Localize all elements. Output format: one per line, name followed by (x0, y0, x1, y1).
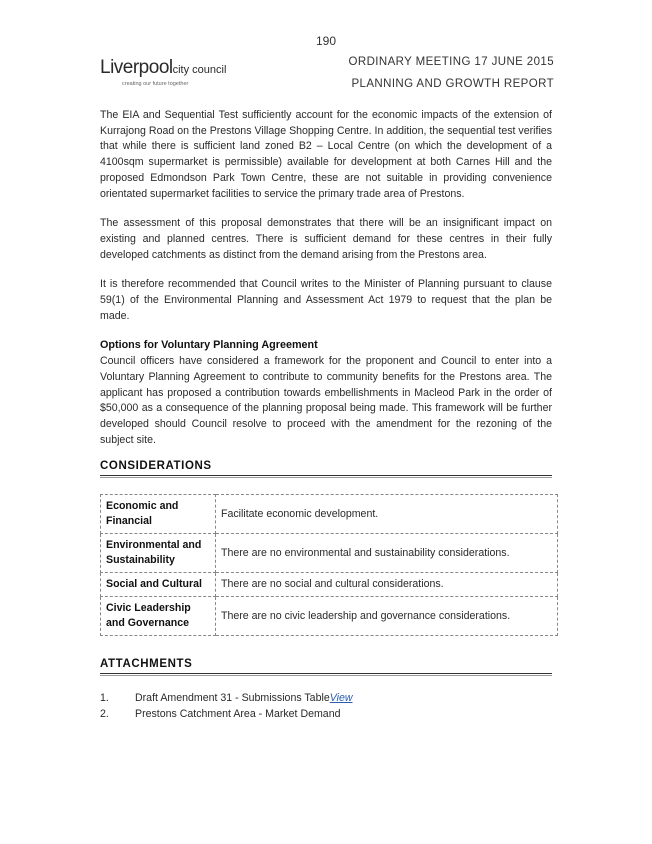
paragraph-eia: The EIA and Sequential Test sufficiently account for the economic impacts of the extension of Kurrajong Road on the Prestons Village Shopping Centre. In addition, the sequential test verifies that while there is sufficient land zoned B2 – Local Centre (on which the development of a 4100sqm supermarket is permissible) available for development at both Carnes Hill and the proposed Edmondson Park Town Centre, these are not suitable in providing convenience orientated supermarket facilities to service the primary trade area of Prestons. (100, 109, 552, 200)
consideration-desc: There are no civic leadership and governance considerations. (216, 597, 558, 636)
considerations-table (100, 494, 558, 636)
considerations-heading: CONSIDERATIONS (100, 460, 552, 476)
vpa-heading: Options for Voluntary Planning Agreement (100, 339, 318, 352)
list-item (100, 690, 552, 706)
consideration-label: Economic and Financial (101, 495, 216, 534)
meeting-title: ORDINARY MEETING 17 JUNE 2015 (348, 56, 554, 68)
logo-sub-text: city council (172, 64, 227, 76)
consideration-label: Social and Cultural (101, 573, 216, 597)
attachment-view-link[interactable]: View (329, 692, 353, 704)
list-item (100, 706, 552, 722)
consideration-desc: There are no social and cultural considerations. (216, 573, 558, 597)
logo-tagline: creating our future together (122, 81, 189, 87)
table-row (101, 597, 558, 636)
logo-wordmark (100, 58, 226, 80)
paragraph-recommendation: It is therefore recommended that Council writes to the Minister of Planning pursuant to clause 59(1) of the Environmental Planning and Assessment Act 1979 to request that the plan be made. (100, 278, 552, 322)
table-row (101, 495, 558, 534)
consideration-desc: There are no environmental and sustainability considerations. (216, 534, 558, 573)
table-row (101, 573, 558, 597)
council-logo (100, 58, 226, 87)
table-row (101, 534, 558, 573)
page-number: 190 (315, 34, 337, 48)
paragraph-assessment: The assessment of this proposal demonstrates that there will be an insignificant impact on existing and planned centres. There is sufficient demand for these centres in their fully developed catchments as distinct from the demand arising from the Prestons area. (100, 217, 552, 261)
consideration-desc: Facilitate economic development. (216, 495, 558, 534)
attachment-title (135, 690, 353, 706)
attachments-list (100, 690, 552, 722)
report-title: PLANNING AND GROWTH REPORT (351, 78, 554, 90)
attachment-text: Draft Amendment 31 - Submissions Table (135, 692, 330, 704)
paragraph-vpa: Council officers have considered a framework for the proponent and Council to enter into a Voluntary Planning Agreement to contribute to community benefits for the Prestons area. The applicant has proposed a contribution towards embellishments in Macleod Park in the order of $50,000 as a consequence of the planning proposal being made. This framework will be further developed should Council resolve to proceed with the amendment for the rezoning of the subject site. (100, 355, 552, 446)
report-body (100, 108, 552, 462)
attachment-number: 2. (100, 708, 109, 720)
consideration-label: Civic Leadership and Governance (101, 597, 216, 636)
attachment-text: Prestons Catchment Area - Market Demand (135, 708, 341, 720)
report-header (349, 51, 554, 95)
consideration-label: Environmental and Sustainability (101, 534, 216, 573)
attachment-number: 1. (100, 692, 109, 704)
logo-main-text: Liverpool (100, 57, 173, 78)
attachments-heading: ATTACHMENTS (100, 658, 552, 674)
